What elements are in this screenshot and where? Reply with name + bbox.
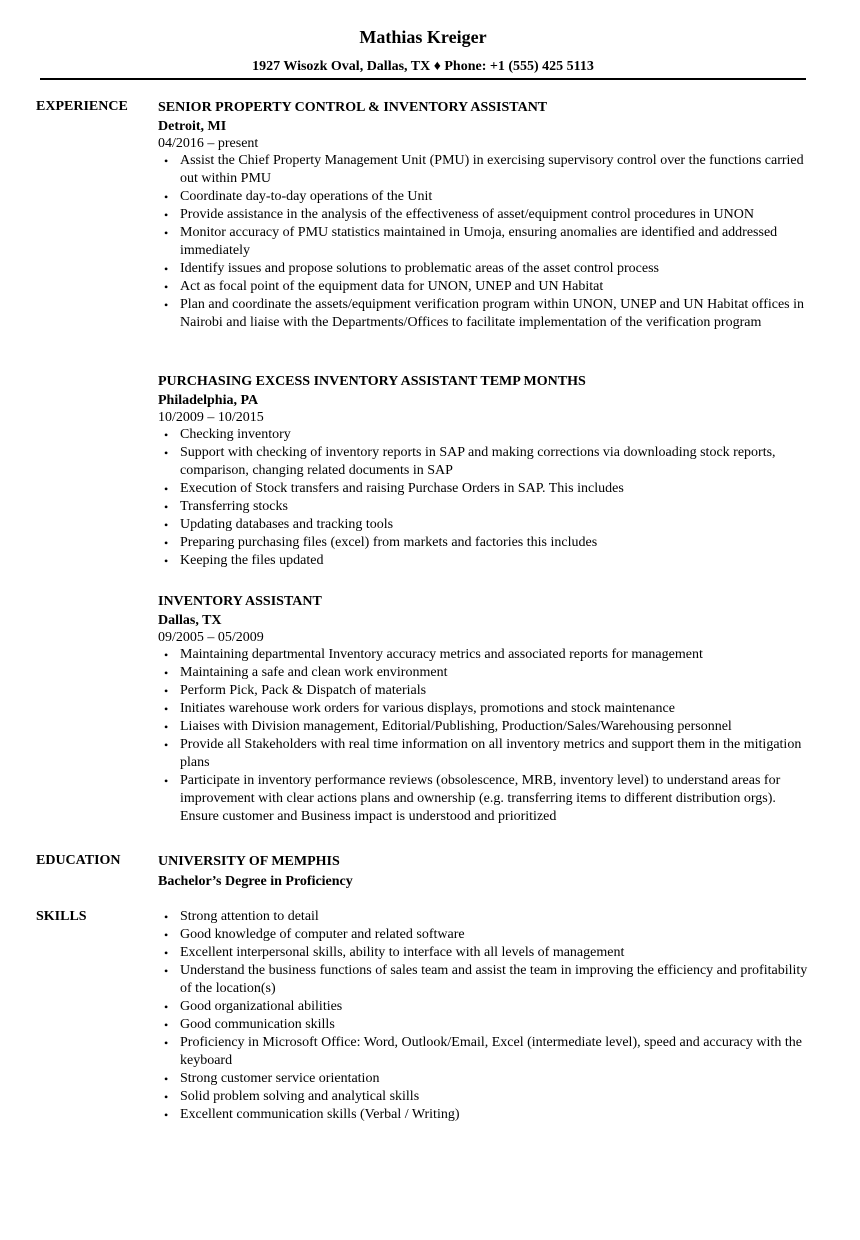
bullet-icon: • [164, 446, 169, 460]
skills-list [158, 908, 808, 1124]
bullet-text: Liaises with Division management, Editorial/Publishing, Production/Sales/Warehousing personnel [180, 719, 732, 734]
bullet-icon: • [164, 774, 169, 788]
list-item [158, 1016, 808, 1034]
bullet-text: Assist the Chief Property Management Unit (PMU) in exercising supervisory control over the functions carried out within PMU [180, 153, 804, 186]
candidate-name: Mathias Kreiger [359, 27, 487, 47]
list-item [158, 962, 808, 998]
job-title: SENIOR PROPERTY CONTROL & INVENTORY ASSISTANT [158, 100, 548, 115]
skill-text: Strong attention to detail [180, 909, 319, 924]
bullet-icon: • [164, 702, 169, 716]
job-dates: 10/2009 – 10/2015 [158, 410, 264, 425]
bullet-text: Coordinate day-to-day operations of the Unit [180, 189, 433, 204]
bullet-icon: • [164, 666, 169, 680]
job-bullets [158, 646, 808, 826]
list-item [158, 718, 808, 736]
bullet-text: Identify issues and propose solutions to problematic areas of the asset control process [180, 261, 659, 276]
list-item [158, 1106, 808, 1124]
bullet-icon: • [164, 928, 169, 942]
bullet-text: Maintaining a safe and clean work environment [180, 665, 448, 680]
bullet-text: Perform Pick, Pack & Dispatch of materials [180, 683, 427, 698]
bullet-icon: • [164, 554, 169, 568]
list-item [158, 498, 808, 516]
list-item [158, 664, 808, 682]
bullet-icon: • [164, 298, 169, 312]
bullet-icon: • [164, 482, 169, 496]
education-school: UNIVERSITY OF MEMPHIS [158, 854, 340, 869]
bullet-text: Maintaining departmental Inventory accuracy metrics and associated reports for management [180, 647, 703, 662]
list-item [158, 998, 808, 1016]
bullet-text: Initiates warehouse work orders for various displays, promotions and stock maintenance [180, 701, 675, 716]
section-label-education: EDUCATION [36, 853, 121, 868]
bullet-icon: • [164, 190, 169, 204]
skill-text: Strong customer service orientation [180, 1071, 380, 1086]
bullet-text: Execution of Stock transfers and raising Purchase Orders in SAP. This includes [180, 481, 624, 496]
job-bullets [158, 426, 808, 570]
list-item [158, 188, 808, 206]
skill-text: Good communication skills [180, 1017, 335, 1032]
job-entry [158, 99, 808, 332]
job-dates: 09/2005 – 05/2009 [158, 630, 264, 645]
bullet-icon: • [164, 946, 169, 960]
bullet-icon: • [164, 1018, 169, 1032]
skill-text: Proficiency in Microsoft Office: Word, Outlook/Email, Excel (intermediate level), speed and accuracy with the keyboard [180, 1035, 802, 1068]
bullet-icon: • [164, 226, 169, 240]
bullet-text: Plan and coordinate the assets/equipment verification program within UNON, UNEP and UN Habitat offices in Nairobi and liaise with the Departments/Offices to facilitate implementation of the verification program [180, 297, 805, 330]
contact-line: 1927 Wisozk Oval, Dallas, TX ♦ Phone: +1 (555) 425 5113 [252, 59, 594, 74]
bullet-text: Checking inventory [180, 427, 291, 442]
list-item [158, 444, 808, 480]
bullet-text: Monitor accuracy of PMU statistics maintained in Umoja, ensuring anomalies are identified and addressed immediately [180, 225, 778, 258]
list-item [158, 772, 808, 826]
list-item [158, 1088, 808, 1106]
job-title: PURCHASING EXCESS INVENTORY ASSISTANT TEMP MONTHS [158, 374, 586, 389]
list-item [158, 926, 808, 944]
list-item [158, 1070, 808, 1088]
skill-text: Solid problem solving and analytical skills [180, 1089, 420, 1104]
bullet-text: Transferring stocks [180, 499, 288, 514]
bullet-icon: • [164, 684, 169, 698]
list-item [158, 152, 808, 188]
job-location: Philadelphia, PA [158, 393, 259, 408]
list-item [158, 426, 808, 444]
job-location: Detroit, MI [158, 119, 227, 134]
bullet-text: Act as focal point of the equipment data for UNON, UNEP and UN Habitat [180, 279, 604, 294]
bullet-text: Updating databases and tracking tools [180, 517, 394, 532]
bullet-text: Provide all Stakeholders with real time information on all inventory metrics and support them in the mitigation plans [180, 737, 802, 770]
skill-text: Good knowledge of computer and related software [180, 927, 465, 942]
list-item [158, 1034, 808, 1070]
skill-text: Excellent communication skills (Verbal / Writing) [180, 1107, 460, 1122]
bullet-icon: • [164, 518, 169, 532]
skill-text: Understand the business functions of sales team and assist the team in improving the efficiency and profitability of the location(s) [180, 963, 808, 996]
list-item [158, 552, 808, 570]
bullet-text: Support with checking of inventory reports in SAP and making corrections via downloading stock reports, comparison, changing related documents in SAP [180, 445, 776, 478]
job-bullets [158, 152, 808, 332]
list-item [158, 206, 808, 224]
bullet-text: Participate in inventory performance reviews (obsolescence, MRB, inventory level) to understand areas for improvement with clear actions plans and ownership (e.g. transferring items to different distribution orgs). Ensure customer and Business impact is understood and prioritized [180, 773, 781, 824]
job-dates: 04/2016 – present [158, 136, 259, 151]
list-item [158, 224, 808, 260]
bullet-icon: • [164, 262, 169, 276]
bullet-icon: • [164, 208, 169, 222]
list-item [158, 516, 808, 534]
bullet-icon: • [164, 1036, 169, 1050]
list-item [158, 480, 808, 498]
bullet-icon: • [164, 500, 169, 514]
list-item [158, 944, 808, 962]
header-divider [40, 78, 806, 80]
section-label-skills: SKILLS [36, 909, 87, 924]
list-item [158, 260, 808, 278]
bullet-icon: • [164, 738, 169, 752]
list-item [158, 908, 808, 926]
skill-text: Excellent interpersonal skills, ability to interface with all levels of management [180, 945, 625, 960]
skills-entry [158, 908, 808, 1124]
education-degree: Bachelor’s Degree in Proficiency [158, 874, 353, 889]
skill-text: Good organizational abilities [180, 999, 343, 1014]
list-item [158, 296, 808, 332]
bullet-icon: • [164, 1108, 169, 1122]
list-item [158, 700, 808, 718]
bullet-icon: • [164, 964, 169, 978]
job-entry [158, 593, 808, 826]
list-item [158, 278, 808, 296]
list-item [158, 646, 808, 664]
bullet-icon: • [164, 1090, 169, 1104]
bullet-text: Keeping the files updated [180, 553, 324, 568]
bullet-text: Provide assistance in the analysis of the effectiveness of asset/equipment control procedures in UNON [180, 207, 754, 222]
job-entry [158, 373, 808, 570]
education-entry [158, 853, 808, 891]
bullet-icon: • [164, 154, 169, 168]
bullet-icon: • [164, 536, 169, 550]
bullet-icon: • [164, 1000, 169, 1014]
bullet-icon: • [164, 648, 169, 662]
section-label-experience: EXPERIENCE [36, 99, 128, 114]
bullet-icon: • [164, 280, 169, 294]
job-title: INVENTORY ASSISTANT [158, 594, 322, 609]
job-location: Dallas, TX [158, 613, 222, 628]
list-item [158, 682, 808, 700]
bullet-text: Preparing purchasing files (excel) from markets and factories this includes [180, 535, 598, 550]
bullet-icon: • [164, 720, 169, 734]
list-item [158, 534, 808, 552]
bullet-icon: • [164, 1072, 169, 1086]
list-item [158, 736, 808, 772]
bullet-icon: • [164, 428, 169, 442]
bullet-icon: • [164, 910, 169, 924]
